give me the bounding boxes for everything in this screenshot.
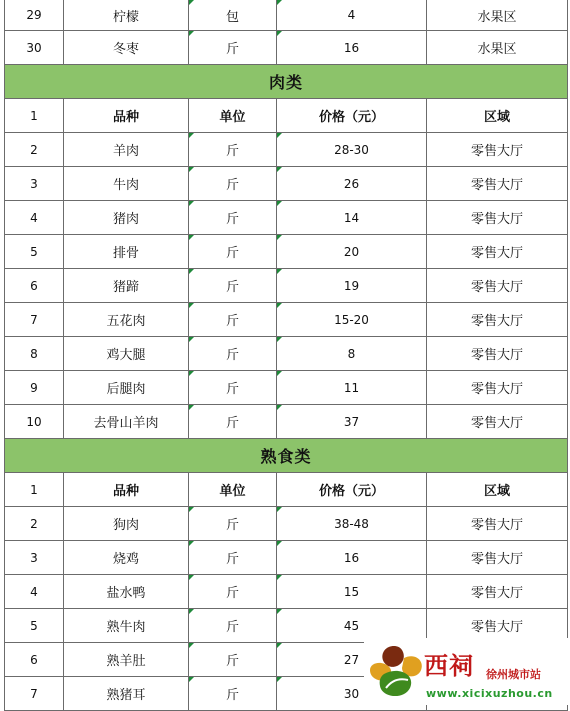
cell-no: 10 xyxy=(5,405,64,438)
cell-unit: 斤 xyxy=(189,31,277,64)
cell-area: 零售大厅 xyxy=(427,405,568,438)
cell-unit: 斤 xyxy=(189,371,277,404)
cell-price: 19 xyxy=(277,269,427,302)
cell-unit: 单位 xyxy=(189,99,277,132)
cell-no: 2 xyxy=(5,133,64,166)
cell-price: 4 xyxy=(277,0,427,30)
cell-area: 零售大厅 xyxy=(427,609,568,642)
cell-price: 37 xyxy=(277,405,427,438)
cell-unit: 斤 xyxy=(189,609,277,642)
cell-price: 价格（元） xyxy=(277,473,427,506)
cell-area: 零售大厅 xyxy=(427,167,568,200)
table-row xyxy=(5,575,568,609)
cell-no: 8 xyxy=(5,337,64,370)
cell-no: 1 xyxy=(5,473,64,506)
leaf-logo-icon xyxy=(364,640,428,702)
cell-name: 柠檬 xyxy=(64,0,189,30)
cell-no: 30 xyxy=(5,31,64,64)
table-row xyxy=(5,201,568,235)
cell-area: 零售大厅 xyxy=(427,235,568,268)
section-title: 熟食类 xyxy=(5,439,568,473)
cell-price: 11 xyxy=(277,371,427,404)
cell-price: 38-48 xyxy=(277,507,427,540)
watermark-city: 徐州城市站 xyxy=(486,668,541,681)
cell-unit: 斤 xyxy=(189,405,277,438)
table-row xyxy=(5,371,568,405)
table-row xyxy=(5,303,568,337)
cell-name: 盐水鸭 xyxy=(64,575,189,608)
table-header-row xyxy=(5,99,568,133)
cell-price: 26 xyxy=(277,167,427,200)
section-title: 肉类 xyxy=(5,65,568,99)
cell-area: 零售大厅 xyxy=(427,133,568,166)
cell-unit: 斤 xyxy=(189,575,277,608)
cell-price: 20 xyxy=(277,235,427,268)
cell-price: 15-20 xyxy=(277,303,427,336)
cell-name: 熟羊肚 xyxy=(64,643,189,676)
cell-name: 狗肉 xyxy=(64,507,189,540)
cell-name: 猪肉 xyxy=(64,201,189,234)
cell-price: 16 xyxy=(277,541,427,574)
watermark-url: www.xicixuzhou.cn xyxy=(426,687,553,700)
cell-name: 烧鸡 xyxy=(64,541,189,574)
cell-area: 水果区 xyxy=(427,0,568,30)
cell-no: 5 xyxy=(5,609,64,642)
cell-name: 排骨 xyxy=(64,235,189,268)
cell-unit: 斤 xyxy=(189,201,277,234)
cell-no: 6 xyxy=(5,643,64,676)
table-row xyxy=(5,167,568,201)
cell-name: 后腿肉 xyxy=(64,371,189,404)
table-row xyxy=(5,31,568,65)
cell-unit: 斤 xyxy=(189,303,277,336)
cell-price: 15 xyxy=(277,575,427,608)
cell-price: 8 xyxy=(277,337,427,370)
table-row xyxy=(5,541,568,575)
cell-price: 45 xyxy=(277,609,427,642)
cell-no: 3 xyxy=(5,167,64,200)
cell-area: 零售大厅 xyxy=(427,303,568,336)
watermark-brand: 西祠 xyxy=(424,651,474,680)
cell-name: 五花肉 xyxy=(64,303,189,336)
cell-no: 29 xyxy=(5,0,64,30)
cell-area: 零售大厅 xyxy=(427,541,568,574)
cell-area: 区域 xyxy=(427,473,568,506)
cell-price: 28-30 xyxy=(277,133,427,166)
cell-area: 区域 xyxy=(427,99,568,132)
cell-area: 零售大厅 xyxy=(427,507,568,540)
cell-unit: 斤 xyxy=(189,235,277,268)
cell-no: 6 xyxy=(5,269,64,302)
cell-unit: 斤 xyxy=(189,677,277,710)
cell-no: 1 xyxy=(5,99,64,132)
cell-name: 鸡大腿 xyxy=(64,337,189,370)
cell-price: 14 xyxy=(277,201,427,234)
cell-unit: 斤 xyxy=(189,337,277,370)
price-sheet xyxy=(4,0,568,711)
cell-no: 7 xyxy=(5,677,64,710)
cell-unit: 斤 xyxy=(189,643,277,676)
cell-price: 27 xyxy=(277,643,427,676)
cell-area: 零售大厅 xyxy=(427,269,568,302)
cell-name: 品种 xyxy=(64,473,189,506)
cell-area: 零售大厅 xyxy=(427,337,568,370)
cell-price: 16 xyxy=(277,31,427,64)
table-row xyxy=(5,337,568,371)
watermark-logo xyxy=(364,638,570,705)
table-row xyxy=(5,507,568,541)
cell-no: 5 xyxy=(5,235,64,268)
table-row xyxy=(5,235,568,269)
cell-no: 4 xyxy=(5,201,64,234)
cell-name: 品种 xyxy=(64,99,189,132)
cell-area: 零售大厅 xyxy=(427,575,568,608)
cell-no: 4 xyxy=(5,575,64,608)
cell-name: 牛肉 xyxy=(64,167,189,200)
cell-price: 30 xyxy=(277,677,427,710)
cell-area: 零售大厅 xyxy=(427,201,568,234)
table-row xyxy=(5,0,568,31)
cell-unit: 斤 xyxy=(189,541,277,574)
cell-name: 猪蹄 xyxy=(64,269,189,302)
cell-no: 9 xyxy=(5,371,64,404)
cell-no: 3 xyxy=(5,541,64,574)
cell-name: 熟猪耳 xyxy=(64,677,189,710)
cell-name: 冬枣 xyxy=(64,31,189,64)
cell-no: 7 xyxy=(5,303,64,336)
cell-unit: 单位 xyxy=(189,473,277,506)
cell-area: 水果区 xyxy=(427,31,568,64)
cell-name: 熟牛肉 xyxy=(64,609,189,642)
cell-unit: 斤 xyxy=(189,269,277,302)
cell-area: 零售大厅 xyxy=(427,371,568,404)
table-header-row xyxy=(5,473,568,507)
table-row xyxy=(5,405,568,439)
table-row xyxy=(5,133,568,167)
cell-unit: 斤 xyxy=(189,507,277,540)
table-row xyxy=(5,269,568,303)
cell-name: 羊肉 xyxy=(64,133,189,166)
cell-unit: 包 xyxy=(189,0,277,30)
cell-unit: 斤 xyxy=(189,133,277,166)
cell-name: 去骨山羊肉 xyxy=(64,405,189,438)
cell-no: 2 xyxy=(5,507,64,540)
cell-unit: 斤 xyxy=(189,167,277,200)
cell-price: 价格（元） xyxy=(277,99,427,132)
